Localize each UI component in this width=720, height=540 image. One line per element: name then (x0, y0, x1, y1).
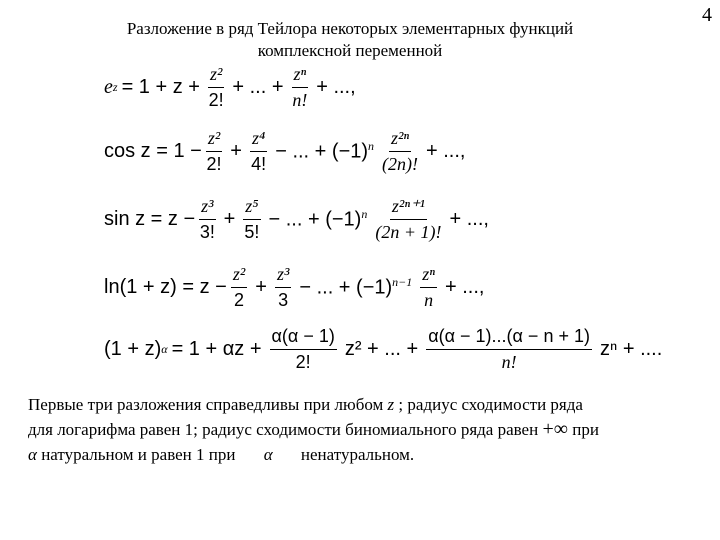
ln-lhs: ln(1 + z) = z − (104, 276, 227, 298)
ln-frac-3: $\frac{\text{zⁿ}}{n}$ (422, 264, 435, 310)
alpha-symbol-2: α (263, 445, 273, 464)
cos-mid: − ... + $(-1)^n$ (275, 139, 375, 163)
exp-lhs-sup: z (112, 80, 118, 94)
cos-frac-1: $\frac{\text{z²}}{2!}$ (206, 128, 222, 174)
sin-tail: + ..., (449, 208, 489, 230)
title-line-2: комплексной переменной (257, 41, 443, 61)
cos-frac-3: $\frac{\text{z²ⁿ}}{(2n)!}$ (382, 128, 419, 174)
sin-mid: − ... + $(-1)^n$ (268, 207, 368, 231)
cos-op1: + (230, 140, 242, 162)
binom-frac-1: $\frac{\alpha(\alpha - 1)}{2!}$ (271, 326, 335, 372)
exp-mid: + ... + (232, 76, 284, 98)
binom-mid: z² + ... + (344, 338, 419, 360)
exp-tail: + ..., (316, 76, 356, 98)
para-line-2: для логарифма равен 1; радиус сходимости биномиального ряда равен +∞ при (28, 418, 599, 440)
exp-frac-1: $\frac{\text{z²}}{2!}$ (208, 64, 224, 110)
formula-sin (104, 196, 493, 243)
formula-cos (104, 128, 469, 175)
exp-frac-2: $\frac{\text{zⁿ}}{n!}$ (292, 64, 308, 110)
ln-op1: + (255, 276, 267, 298)
para-line-1: Первые три разложения справедливы при любом z ; радиус сходимости ряда (28, 395, 583, 414)
cos-tail: + ..., (426, 140, 466, 162)
formula-ln (104, 264, 488, 311)
para-line-3: α натуральном и равен 1 при α ненатуральном. (28, 445, 415, 464)
ln-tail: + ..., (444, 276, 485, 298)
sin-frac-2: $\frac{\text{z⁵}}{5!}$ (244, 196, 260, 242)
formula-exp (104, 64, 360, 111)
exp-lhs: e (104, 76, 113, 98)
formula-binomial (104, 326, 666, 373)
ln-frac-1: $\frac{\text{z²}}{2}$ (232, 264, 246, 310)
binom-frac-2: $\frac{\alpha(\alpha - 1)...(\alpha - n + 1)}{n!}$ (428, 326, 590, 372)
sin-frac-1: $\frac{\text{z³}}{3!}$ (199, 196, 215, 242)
convergence-paragraph (28, 392, 712, 467)
sin-lhs: sin z = z − (104, 208, 196, 230)
z-symbol: z (387, 395, 395, 414)
binom-eq: = 1 + αz + (171, 338, 262, 360)
binom-lhs: (1 + z) (104, 338, 162, 360)
binom-lhs-sup: α (161, 342, 168, 356)
slide-title (60, 18, 640, 62)
title-line-1: Разложение в ряд Тейлора некоторых элементарных функций (126, 19, 574, 38)
cos-frac-2: $\frac{\text{z⁴}}{4!}$ (251, 128, 267, 174)
binom-tail: zⁿ + .... (599, 338, 663, 360)
ln-mid: − ... + $(-1)^{n-1}$ (299, 275, 413, 299)
sin-frac-3: $\frac{\text{z²ⁿ⁺¹}}{(2n + 1)!}$ (375, 196, 442, 242)
cos-lhs: cos z = 1 − (104, 140, 202, 162)
alpha-symbol: α (28, 445, 37, 464)
exp-eq: = 1 + z + (121, 76, 200, 98)
sin-op1: + (223, 208, 236, 230)
ln-frac-2: $\frac{\text{z³}}{3}$ (276, 264, 290, 310)
page-number: 4 (702, 4, 712, 26)
infinity-symbol: +∞ (542, 418, 568, 440)
